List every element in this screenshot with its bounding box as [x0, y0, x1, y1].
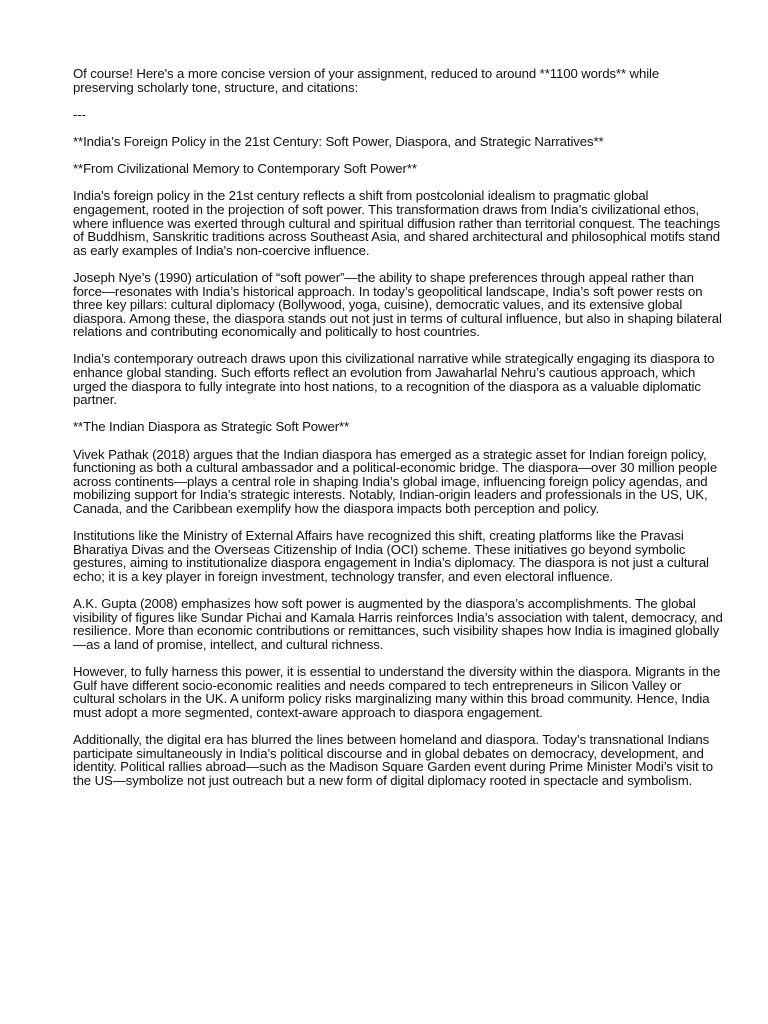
body-paragraph: Institutions like the Ministry of External Affairs have recognized this shift, creating platforms like the Pravasi Bharatiya Divas and the Overseas Citizenship of India (OCI) scheme. These initiatives go beyond symbolic gestures, aiming to institutionalize diaspora engagement in India’s diplomacy. The diaspora is not just a cultural echo; it is a key player in foreign investment, technology transfer, and even electoral influence.: [73, 528, 709, 584]
body-paragraph: Additionally, the digital era has blurred the lines between homeland and diaspora. Today’s transnational Indians participate simultaneously in India’s political discourse and in global debates on democracy, development, and identity. Political rallies abroad—such as the Madison Square Garden event during Prime Minister Modi’s visit to the US—symbolize not just outreach but a new form of digital diplomacy rooted in spectacle and symbolism.: [73, 732, 713, 788]
section-heading: **From Civilizational Memory to Contemporary Soft Power**: [73, 161, 417, 177]
section-heading: **The Indian Diaspora as Strategic Soft Power**: [73, 419, 350, 435]
body-paragraph: Vivek Pathak (2018) argues that the Indian diaspora has emerged as a strategic asset for Indian foreign policy, functioning as both a cultural ambassador and a political-economic bridge. The diaspora—over 30 million people across continents—plays a central role in shaping India’s global image, influencing foreign policy agendas, and mobilizing support for India’s strategic interests. Notably, Indian-origin leaders and professionals in the US, UK, Canada, and the Caribbean exemplify how the diaspora impacts both perception and policy.: [73, 446, 718, 516]
separator: ---: [73, 106, 86, 122]
body-paragraph: A.K. Gupta (2008) emphasizes how soft power is augmented by the diaspora’s accomplishments. The global visibility of figures like Sundar Pichai and Kamala Harris reinforces India’s association with talent, democracy, and resilience. More than economic contributions or remittances, such visibility shapes how India is imagined globally—as a land of promise, intellect, and cultural richness.: [73, 596, 723, 652]
body-paragraph: However, to fully harness this power, it is essential to understand the diversity within the diaspora. Migrants in the Gulf have different socio-economic realities and needs compared to tech entrepreneurs in Silicon Valley or cultural scholars in the UK. A uniform policy risks marginalizing many within this broad community. Hence, India must adopt a more segmented, context-aware approach to diaspora engagement.: [73, 664, 721, 720]
body-paragraph: Joseph Nye’s (1990) articulation of “soft power”—the ability to shape preferences through appeal rather than force—resonates with India’s historical approach. In today’s geopolitical landscape, India’s soft power rests on three key pillars: cultural diplomacy (Bollywood, yoga, cuisine), democratic values, and its extensive global diaspora. Among these, the diaspora stands out not just in terms of cultural influence, but also in shaping bilateral relations and contributing economically and politically to host countries.: [73, 269, 722, 340]
intro-paragraph: Of course! Here's a more concise version of your assignment, reduced to around **1100 words** while preserving scholarly tone, structure, and citations:: [73, 66, 660, 95]
document-page: [73, 67, 723, 801]
body-paragraph: India’s contemporary outreach draws upon this civilizational narrative while strategically engaging its diaspora to enhance global standing. Such efforts reflect an evolution from Jawaharlal Nehru’s cautious approach, which urged the diaspora to fully integrate into host nations, to a recognition of the diaspora as a valuable diplomatic partner.: [73, 351, 715, 408]
document-title: **India’s Foreign Policy in the 21st Century: Soft Power, Diaspora, and Strategic Narratives**: [73, 133, 604, 149]
body-paragraph: India's foreign policy in the 21st century reflects a shift from postcolonial idealism to pragmatic global engagement, rooted in the projection of soft power. This transformation draws from India’s civilizational ethos, where influence was exerted through cultural and spiritual diffusion rather than territorial conquest. The teachings of Buddhism, Sanskritic traditions across Southeast Asia, and shared architectural and philosophical motifs stand as early examples of India's non-coercive influence.: [73, 188, 720, 258]
